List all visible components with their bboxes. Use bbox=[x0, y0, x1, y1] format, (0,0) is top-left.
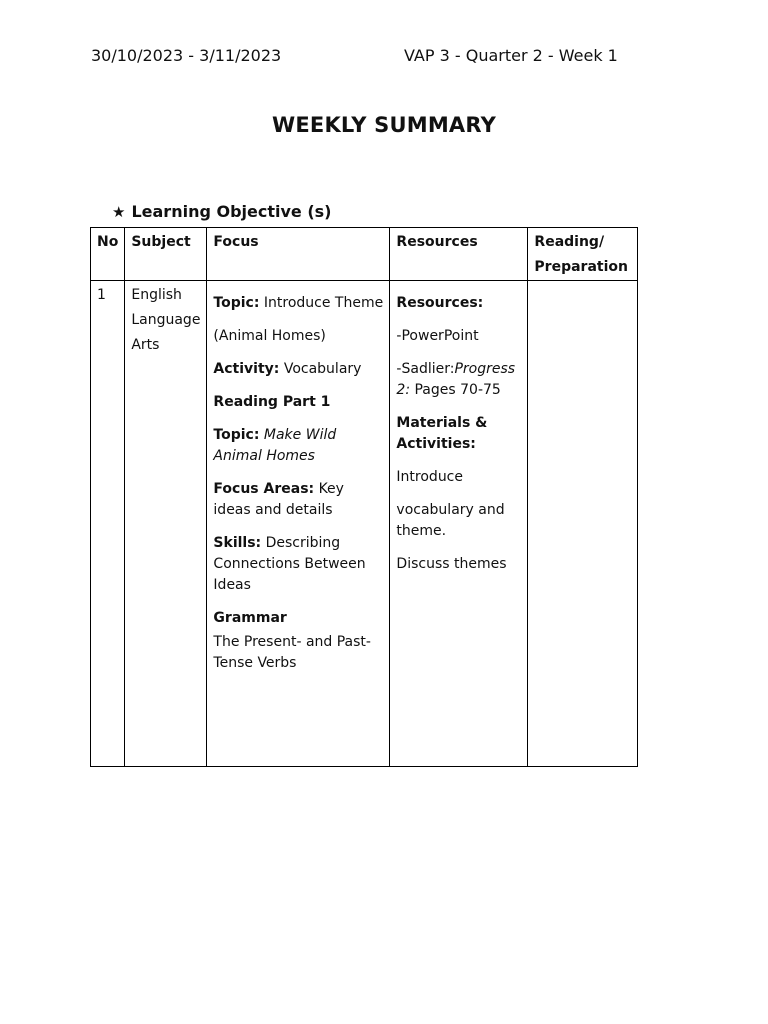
material-discuss: Discuss themes bbox=[396, 556, 507, 572]
focus-topic-extra: (Animal Homes) bbox=[213, 328, 326, 344]
focus-areas: Focus Areas: Key ideas and details bbox=[213, 481, 344, 518]
materials-label: Materials & Activities: bbox=[396, 415, 488, 452]
focus-reading-part: Reading Part 1 bbox=[213, 394, 331, 410]
column-header-reading-preparation: Reading/ Preparation bbox=[528, 228, 638, 281]
resources-cell bbox=[390, 281, 528, 767]
focus-skills: Skills: Describing Connections Between Ideas bbox=[213, 535, 366, 593]
section-heading-text: Learning Objective (s) bbox=[131, 202, 332, 221]
focus-activity: Activity: Vocabulary bbox=[213, 361, 362, 377]
section-heading bbox=[112, 202, 331, 221]
weekly-summary-table bbox=[90, 227, 638, 767]
column-header-resources: Resources bbox=[390, 228, 528, 281]
date-range: 30/10/2023 - 3/11/2023 bbox=[91, 46, 282, 65]
page-title: WEEKLY SUMMARY bbox=[271, 113, 496, 137]
focus-topic: Topic: Introduce Theme bbox=[213, 295, 384, 311]
focus-cell bbox=[207, 281, 390, 767]
focus-topic-2: Topic: Make Wild Animal Homes bbox=[213, 427, 337, 464]
course-info: VAP 3 - Quarter 2 - Week 1 bbox=[404, 46, 618, 65]
table-row bbox=[91, 281, 638, 767]
material-introduce: Introduce bbox=[396, 469, 463, 485]
focus-grammar-label: Grammar bbox=[213, 610, 287, 626]
subject-cell: English Language Arts bbox=[125, 281, 207, 767]
reading-preparation-cell bbox=[528, 281, 638, 767]
star-icon: ★ bbox=[112, 203, 126, 221]
column-header-no: No bbox=[91, 228, 125, 281]
column-header-subject: Subject bbox=[125, 228, 207, 281]
row-number: 1 bbox=[91, 281, 125, 767]
resource-sadlier: -Sadlier:Progress 2: Pages 70-75 bbox=[396, 361, 516, 398]
resource-powerpoint: -PowerPoint bbox=[396, 328, 479, 344]
focus-grammar-value: The Present- and Past-Tense Verbs bbox=[213, 634, 371, 671]
column-header-focus: Focus bbox=[207, 228, 390, 281]
table-header-row bbox=[91, 228, 638, 281]
resources-label: Resources: bbox=[396, 295, 484, 311]
material-vocabulary: vocabulary and theme. bbox=[396, 502, 505, 539]
